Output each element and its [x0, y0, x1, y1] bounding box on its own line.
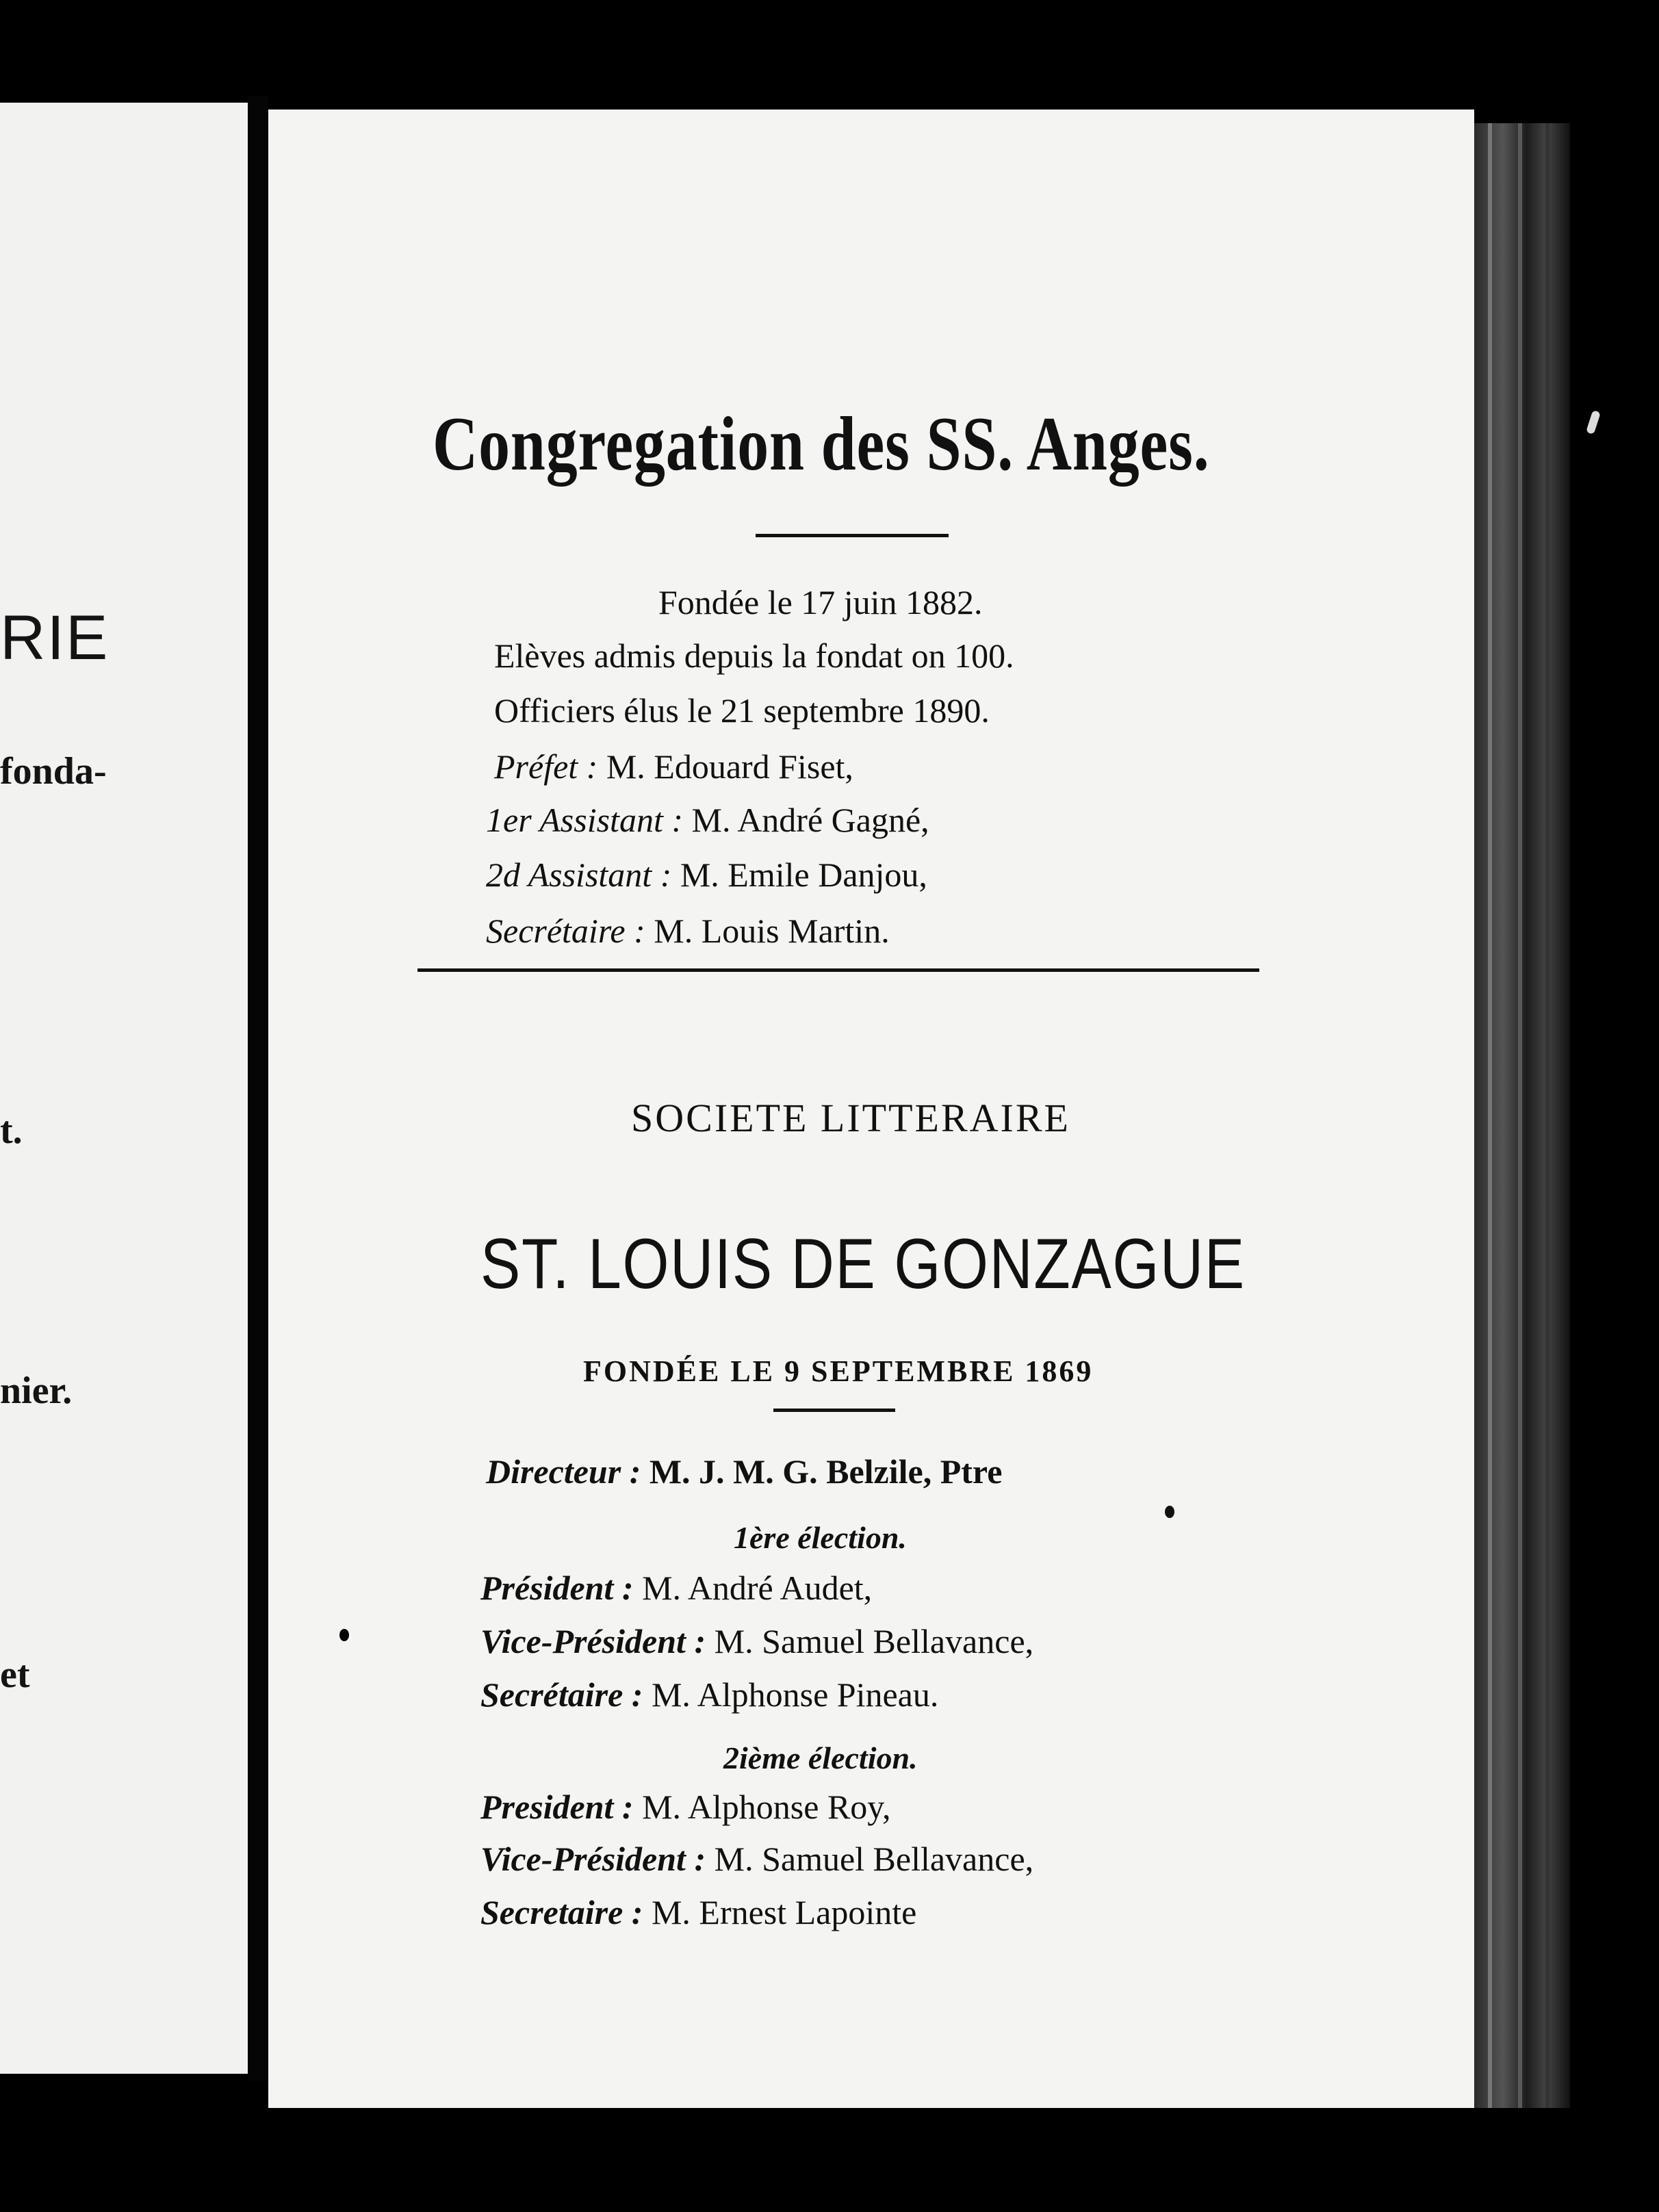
page-edge-line [1545, 123, 1549, 2108]
congregation-officers-elected: Officiers élus le 21 septembre 1890. [494, 691, 990, 730]
society-divider [773, 1409, 895, 1412]
election-member-row [480, 1674, 938, 1715]
member-role: Secrétaire : [480, 1675, 643, 1714]
officer-role: Secrétaire : [486, 912, 645, 950]
title-divider [756, 534, 949, 537]
right-page [268, 110, 1474, 2108]
page-title: Congregation des SS. Anges. [433, 402, 1210, 487]
page-block-edge [1474, 123, 1570, 2108]
election-member-row [480, 1567, 872, 1608]
page-content [268, 110, 1474, 2108]
officer-row [486, 910, 890, 951]
left-page [0, 103, 248, 2074]
congregation-students: Elèves admis depuis la fondat on 100. [494, 636, 1014, 675]
member-name: M. Ernest Lapointe [651, 1893, 917, 1931]
member-name: M. Samuel Bellavance, [714, 1840, 1034, 1878]
member-name: M. Alphonse Pineau. [651, 1675, 939, 1714]
officer-name: M. Emile Danjou, [680, 856, 927, 894]
ink-spot [1165, 1506, 1174, 1518]
officer-row [494, 746, 853, 787]
member-name: M. Samuel Bellavance, [714, 1622, 1034, 1660]
officer-role: 1er Assistant : [486, 801, 683, 839]
left-page-fragment: RIE [0, 603, 110, 673]
election-label: 1ère élection. [734, 1520, 907, 1555]
member-role: Vice-Président : [480, 1622, 706, 1660]
officer-name: M. Edouard Fiset, [606, 747, 853, 786]
society-heading: SOCIETE LITTERAIRE [631, 1096, 1070, 1140]
member-role: President : [480, 1788, 634, 1826]
officer-role: Préfet : [494, 747, 598, 786]
left-page-fragment: t. [0, 1109, 23, 1152]
society-name: ST. LOUIS DE GONZAGUE [480, 1224, 1246, 1304]
election-member-row [480, 1621, 1033, 1662]
left-page-fragment: et [0, 1654, 30, 1696]
officer-name: M. André Gagné, [691, 801, 929, 839]
officer-row [486, 854, 927, 895]
member-role: Vice-Président : [480, 1840, 706, 1878]
director-role: Directeur : [486, 1452, 641, 1491]
section-divider [417, 968, 1259, 972]
officer-role: 2d Assistant : [486, 856, 672, 894]
book-gutter [248, 96, 268, 2081]
member-role: Secretaire : [480, 1893, 643, 1931]
scan-speck [1586, 410, 1601, 435]
scan-speck [339, 1629, 349, 1641]
director-row [486, 1451, 1002, 1492]
left-page-fragment: nier. [0, 1369, 73, 1412]
election-member-row [480, 1838, 1033, 1879]
congregation-founded: Fondée le 17 juin 1882. [658, 583, 983, 621]
election-member-row [480, 1892, 916, 1933]
left-page-fragment: fonda- [0, 750, 107, 793]
member-name: M. André Audet, [642, 1569, 873, 1607]
society-founded: FONDÉE LE 9 SEPTEMBRE 1869 [583, 1354, 1094, 1388]
officer-row [486, 799, 929, 840]
page-edge-line [1488, 123, 1492, 2108]
director-name: M. J. M. G. Belzile, Ptre [649, 1452, 1003, 1491]
page-edge-line [1518, 123, 1522, 2108]
officer-name: M. Louis Martin. [654, 912, 890, 950]
member-role: Président : [480, 1569, 634, 1607]
election-label: 2ième élection. [723, 1740, 918, 1775]
member-name: M. Alphonse Roy, [642, 1788, 891, 1826]
election-member-row [480, 1786, 891, 1827]
